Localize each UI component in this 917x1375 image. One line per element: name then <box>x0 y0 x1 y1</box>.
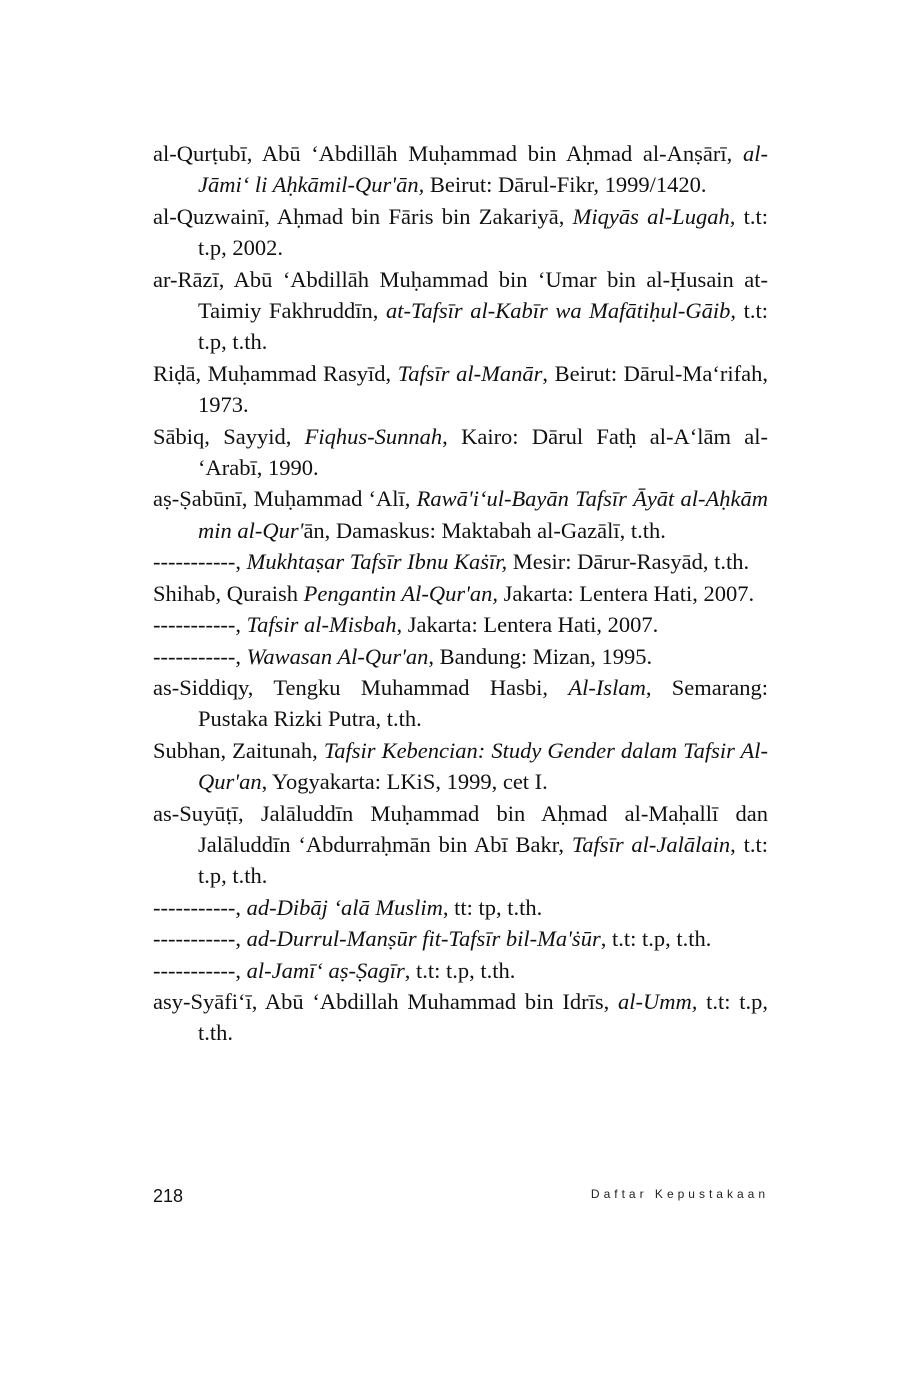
bibliography-entry: -----------, Tafsir al-Misbah, Jakarta: Lentera Hati, 2007. <box>153 612 659 638</box>
bibliography-entry: ar-Rāzī, Abū ʻAbdillāh Muḥammad bin ʻUmar bin al-Ḥusain at-Taimiy Fakhruddīn, at-Tafsīr al-Kabīr wa Mafātiḥul-Gāib, t.t: t.p, t.th. <box>153 266 768 355</box>
bibliography-entry: -----------, Mukhtaṣar Tafsīr Ibnu Kaṡīr, Mesir: Dārur-Rasyād, t.th. <box>153 549 750 575</box>
bibliography-entry: -----------, al-Jamīʻ aṣ-Ṣagīr, t.t: t.p, t.th. <box>153 957 516 983</box>
page-number: 218 <box>153 1186 184 1206</box>
bibliography-entry: asy-Syāfiʻī, Abū ʻAbdillah Muhammad bin Idrīs, al-Umm, t.t: t.p, t.th. <box>153 988 768 1046</box>
bibliography-entry: Shihab, Quraish Pengantin Al-Qur'an, Jakarta: Lentera Hati, 2007. <box>153 580 755 606</box>
bibliography-entry: al-Qurṭubī, Abū ʻAbdillāh Muḥammad bin Aḥmad al-Anṣārī, al-Jāmiʻ li Aḥkāmil-Qur'ān, Beirut: Dārul-Fikr, 1999/1420. <box>153 141 768 198</box>
bibliography-entry: Riḍā, Muḥammad Rasyīd, Tafsīr al-Manār, Beirut: Dārul-Maʻrifah, 1973. <box>153 360 768 418</box>
bibliography-entry: al-Quzwainī, Aḥmad bin Fāris bin Zakariyā, Miqyās al-Lugah, t.t: t.p, 2002. <box>153 203 768 261</box>
bibliography-entry: -----------, ad-Dibāj ʻalā Muslim, tt: tp, t.th. <box>153 894 543 920</box>
bibliography-entry: Subhan, Zaitunah, Tafsir Kebencian: Study Gender dalam Tafsir Al-Qur'an, Yogyakarta: LKiS, 1999, cet I. <box>153 737 768 795</box>
bibliography-entry: as-Siddiqy, Tengku Muhammad Hasbi, Al-Islam, Semarang: Pustaka Rizki Putra, t.th. <box>153 674 768 732</box>
bibliography-list <box>153 138 768 1049</box>
bibliography-entry: -----------, Wawasan Al-Qur'an, Bandung: Mizan, 1995. <box>153 643 653 669</box>
running-footer-title: Daftar Kepustakaan <box>590 1187 769 1201</box>
bibliography-entry: aṣ-Ṣabūnī, Muḥammad ʻAlī, Rawā'iʻul-Bayān Tafsīr Āyāt al-Aḥkām min al-Qur'ān, Damaskus: Maktabah al-Gazālī, t.th. <box>153 486 769 543</box>
bibliography-entry: as-Suyūṭī, Jalāluddīn Muḥammad bin Aḥmad al-Maḥallī dan Jalāluddīn ʻAbdurraḥmān bin Abī Bakr, Tafsīr al-Jalālain, t.t: t.p, t.th. <box>153 800 768 889</box>
bibliography-entry: Sābiq, Sayyid, Fiqhus-Sunnah, Kairo: Dārul Fatḥ al-Aʻlām al-ʻArabī, 1990. <box>153 423 768 481</box>
bibliography-entry: -----------, ad-Durrul-Manṣūr fit-Tafsīr bil-Ma'ṡūr, t.t: t.p, t.th. <box>153 926 712 952</box>
